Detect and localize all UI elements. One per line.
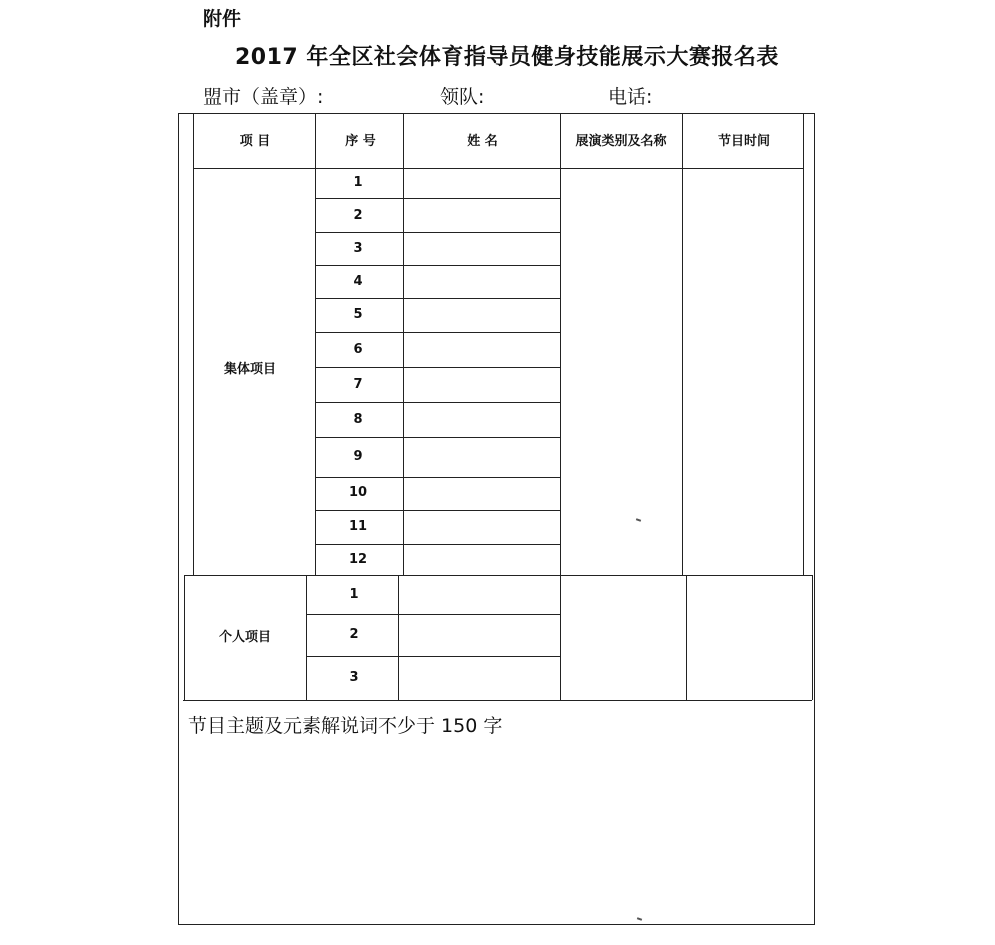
individual-row-number: 1	[349, 587, 359, 602]
header-time: 节目时间	[717, 134, 770, 149]
individual-row-number: 2	[349, 627, 359, 642]
league-city-label: 盟市（盖章）:	[203, 86, 324, 108]
grid-line	[315, 367, 560, 368]
grid-line	[315, 298, 560, 299]
grid-line	[560, 575, 561, 700]
grid-line	[560, 113, 561, 575]
group-row-number: 6	[353, 342, 363, 357]
grid-line	[315, 198, 560, 199]
grid-line	[183, 700, 812, 701]
grid-line	[686, 575, 687, 700]
grid-line	[803, 113, 804, 575]
grid-line	[315, 510, 560, 511]
grid-line	[315, 332, 560, 333]
team-lead-label: 领队:	[440, 86, 485, 108]
group-row-number: 3	[353, 241, 363, 256]
group-row-number: 7	[353, 377, 363, 392]
form-title: 2017 年全区社会体育指导员健身技能展示大赛报名表	[235, 45, 779, 70]
group-row-number: 5	[353, 307, 363, 322]
grid-line	[315, 265, 560, 266]
header-name: 姓 名	[467, 134, 498, 149]
individual-row-number: 3	[349, 670, 359, 685]
grid-line	[306, 656, 560, 657]
group-row-number: 1	[353, 175, 363, 190]
grid-line	[403, 113, 404, 575]
group-row-number: 11	[348, 519, 368, 534]
group-row-number: 9	[353, 449, 363, 464]
grid-line	[315, 402, 560, 403]
group-project-label: 集体项目	[223, 362, 276, 377]
grid-line	[315, 437, 560, 438]
individual-project-label: 个人项目	[218, 630, 271, 645]
group-row-number: 10	[348, 485, 368, 500]
group-row-number: 2	[353, 208, 363, 223]
grid-line	[315, 113, 316, 575]
remark-text: 节目主题及元素解说词不少于 150 字	[188, 715, 503, 737]
grid-line	[315, 232, 560, 233]
group-row-number: 4	[353, 274, 363, 289]
group-row-number: 8	[353, 412, 363, 427]
phone-label: 电话:	[608, 86, 653, 108]
attachment-label: 附件	[203, 8, 242, 30]
registration-form-frame	[178, 113, 815, 925]
grid-line	[193, 168, 803, 169]
group-row-number: 12	[348, 552, 368, 567]
grid-line	[315, 477, 560, 478]
header-item: 项 目	[239, 134, 271, 149]
grid-line	[682, 113, 683, 575]
grid-line	[315, 544, 560, 545]
grid-line	[193, 113, 194, 575]
grid-line	[398, 575, 399, 700]
grid-line	[184, 575, 812, 576]
header-category: 展演类别及名称	[575, 134, 667, 149]
grid-line	[812, 575, 813, 700]
header-seq: 序 号	[345, 134, 376, 149]
grid-line	[193, 113, 805, 114]
grid-line	[306, 614, 560, 615]
grid-line	[306, 575, 307, 700]
